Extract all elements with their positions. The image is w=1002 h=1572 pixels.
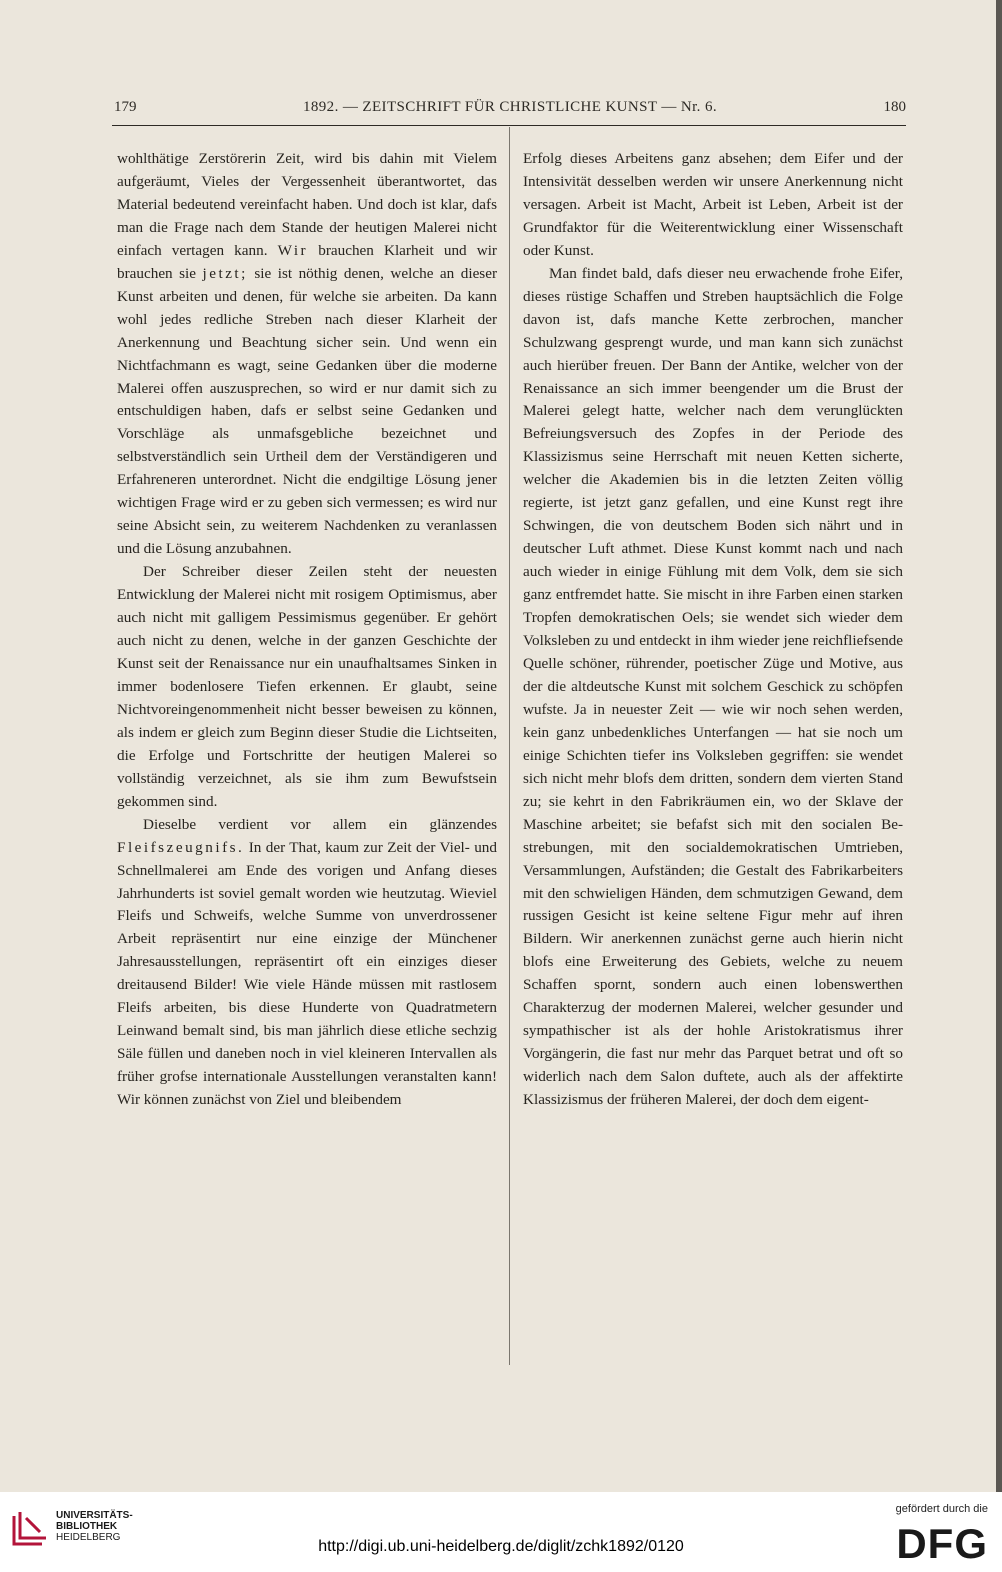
viewer-footer — [0, 1492, 1002, 1572]
paragraph: Erfolg dieses Arbeitens ganz absehen; dem Eifer und der Intensivität desselben werden wir unsere Anerkennung nicht versagen. Arbeit ist Macht, Arbeit ist Leben, Arbeit ist der Grundfaktor für die Weiterentwicklung einer Wissenschaft oder Kunst. — [523, 150, 903, 259]
library-name: UNIVERSITÄTS- BIBLIOTHEK HEIDELBERG — [56, 1510, 133, 1543]
right-column — [523, 148, 903, 1373]
source-url-link[interactable]: http://digi.ub.uni-heidelberg.de/diglit/zchk1892/0120 — [318, 1538, 684, 1555]
journal-title: 1892. — ZEITSCHRIFT FÜR CHRISTLICHE KUNST — Nr. 6. — [302, 99, 718, 115]
dfg-logo: DFG — [896, 1520, 988, 1567]
paragraph: Dieselbe verdient vor allem ein glänzendes Fleifszeugnifs. In der That, kaum zur Zeit der Viel- und Schnellmalerei am Ende des vorigen und Anfang dieses Jahrhunderts ist soviel gemalt worden wie heutzutag. Wieviel Fleifs und Schweifs, welche Summe von unverdrossener Arbeit repräsentirt nur eine einzige der Münchener Jahresausstellungen, repräsentirt oft ein einziges dieser dreitausend Bilder! Wie viele Hände müssen mit rastlosem Fleifs arbeiten, bis diese Hunderte von Quadratmetern Leinwand bemalt sind, bis man jährlich diese etliche sechzig Säle füllen und daneben noch in viel kleineren Intervallen als früher grofse internationale Ausstellungen veranstalten kann! Wir können zunächst von Ziel und bleibendem — [117, 815, 497, 1109]
header-rule — [112, 125, 906, 126]
column-divider — [509, 127, 510, 1365]
running-header — [114, 99, 906, 123]
paragraph: wohlthätige Zerstörerin Zeit, wird bis dahin mit Vielem aufgeräumt, Vieles der Vergessenheit überantwortet, das Material bedeutend vereinfacht haben. Und doch ist klar, dafs man die Frage nach dem Stande der heutigen Malerei nicht einfach vertagen kann. Wir brauchen Klarheit und wir brauchen sie jetzt; sie ist nöthig denen, welche an dieser Kunst arbeiten und denen, für welche sie arbeiten. Da kann wohl jedes redliche Streben nach dieser Klarheit der Anerkennung und Beachtung sicher sein. Und wenn ein Nichtfachmann es wagt, seine Gedanken über die moderne Malerei offen auszusprechen, so wird er nur damit sich zu entschuldigen haben, dafs er selbst seine Gedanken und Vorschläge als unmafsgebliche bezeichnet und selbstverständlich sein Urtheil dem der Verständigeren und Erfahreneren unterordnet. Nicht die endgiltige Lösung jener wichtigen Frage wird er zu geben sich vermessen; es wird nur seine Absicht sein, zu weiterem Nachdenken zu veranlassen und die Lösung anzubahnen. — [117, 150, 497, 558]
paragraph: Der Schreiber dieser Zeilen steht der neuesten Entwicklung der Malerei nicht mit rosigem Optimismus, aber auch nicht mit galligem Pessimismus gegenüber. Er gehört auch nicht zu denen, welche in der ganzen Geschichte der Kunst seit der Renaissance nur ein unaufhaltsames Sinken in immer bodenlosere Tiefen erkennen. Er glaubt, seine Nichtvoreingenommenheit nicht besser beweisen zu können, als indem er gleich zum Beginn dieser Studie die Lichtseiten, die Erfolge und Fortschritte der heutigen Malerei so vollständig verzeichnet, als sie ihm zum Bewufstsein gekommen sind. — [117, 563, 497, 810]
emphasis: jetzt; — [202, 264, 248, 282]
emphasis: Wir — [277, 241, 309, 259]
emphasis: Fleifszeugnifs. — [117, 838, 245, 856]
paragraph: Man findet bald, dafs dieser neu erwachende frohe Eifer, dieses rüstige Schaffen und Streben hauptsächlich die Folge davon ist, dafs manche Kette zerbrochen, mancher Schulzwang gesprengt wurde, und man kann sich zunächst auch hierüber freuen. Der Bann der Antike, welcher von der Renaissance an sich immer beengender um die Brust der Malerei gelegt hatte, welcher nach dem verunglückten Befreiungsversuch des Zopfes in der Periode des Klassizismus seine Herrschaft mit neuen Ketten sicherte, welcher die Akademien bis in die letzten Zeiten völlig regierte, ist jetzt ganz gefallen, und eine Kunst regt ihre Schwingen, die von deutschem Boden sich nährt und in deutscher Luft athmet. Diese Kunst kommt nach und nach auch wieder in einige Fühlung mit dem Volk, dem sie sich ganz entfremdet hatte. Sie mischt in ihre Farben einen starken Tropfen demokratischen Oels; sie wendet sich wieder dem Volksleben zu und entdeckt in ihm wieder jene reichfliefsende Quelle schöner, rührender, poetischer Züge und Motive, aus der die altdeutsche Kunst mit solchem Geschick zu schöpfen wufste. Ja in neuester Zeit — wie wir noch sehen werden, kein ganz unbedenkliches Unterfangen — hat sie noch um einige Schichten tiefer ins Volksleben gegriffen: sie wendet sich nicht mehr blofs dem dritten, sondern dem vierten Stand zu; sie kehrt in den Fabrikräumen ein, wo der Sklave der Maschine arbeitet; sie befafst sich mit den socialen Bestrebungen, mit den socialdemokratischen Umtrieben, Versammlungen, Aufständen; die Gestalt des Fabrikarbeiters mit den schwieligen Händen, dem schmutzigen Gewand, dem russigen Gesicht ist keine seltene Figur mehr auf ihren Bildern. Wir anerkennen zunächst gerne auch hierin nicht blofs eine Erweiterung des Gebiets, welche zu neuem Schaffen spornt, sondern auch einen lobenswerthen Charakterzug der modernen Malerei, welcher gesunder und sympathischer ist als der hohle Aristokratismus ihrer Vorgängerin, die fast nur mehr das Parquet betrat und oft so widerlich nach dem Salon duftete, auch als der affektirte Klassizismus der früheren Malerei, der doch dem eigent- — [523, 264, 903, 1109]
funded-by-label: gefördert durch die — [895, 1503, 988, 1515]
page-number-right: 180 — [883, 99, 906, 115]
page-number-left: 179 — [114, 99, 137, 115]
page-edge-shadow — [996, 0, 1002, 1492]
left-column — [117, 148, 497, 1373]
